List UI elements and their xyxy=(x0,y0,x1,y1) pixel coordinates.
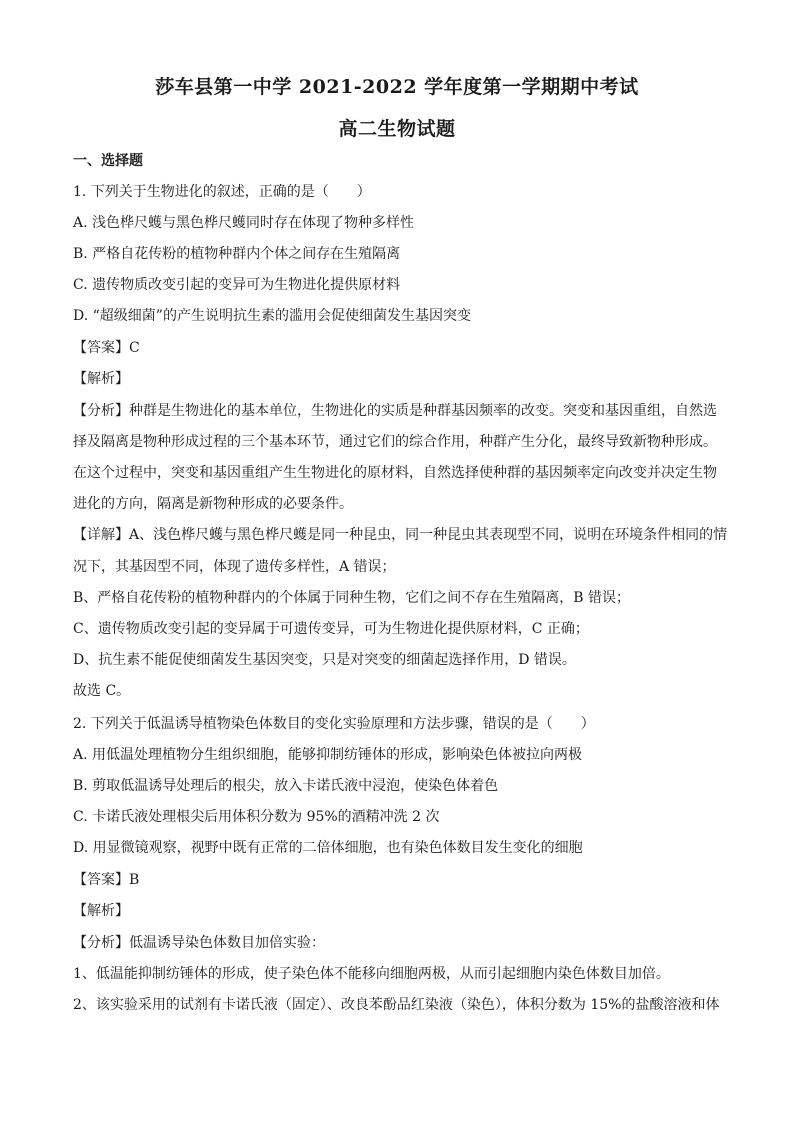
q2-analysis-line: 1、低温能抑制纺锤体的形成，使子染色体不能移向细胞两极，从而引起细胞内染色体数目加倍。 xyxy=(73,966,670,982)
q1-option-c: C. 遗传物质改变引起的变异可为生物进化提供原材料 xyxy=(73,277,401,293)
q2-option-d: D. 用显微镜观察，视野中既有正常的二倍体细胞，也有染色体数目发生变化的细胞 xyxy=(73,840,583,856)
q2-option-a: A. 用低温处理植物分生组织细胞，能够抑制纺锤体的形成，影响染色体被拉向两极 xyxy=(73,747,583,763)
q1-option-b: B. 严格自花传粉的植物种群内个体之间存在生殖隔离 xyxy=(73,246,401,262)
q1-answer: 【答案】C xyxy=(73,340,140,356)
q2-analysis-line: 【分析】低温诱导染色体数目加倍实验： xyxy=(73,935,325,951)
q1-detail-line: C、遗传物质改变引起的变异属于可遗传变异，可为生物进化提供原材料，C 正确； xyxy=(73,621,589,637)
q1-detail-line: 【详解】A、浅色桦尺蠖与黑色桦尺蠖是同一种昆虫，同一种昆虫其表现型不同，说明在环境条件相同的情 xyxy=(73,527,728,543)
q1-fenxi-line: 在这个过程中，突变和基因重组产生生物进化的原材料，自然选择使种群的基因频率定向改变并决定生物 xyxy=(73,465,717,481)
q2-option-c: C. 卡诺氏液处理根尖后用体积分数为 95%的酒精冲洗 2 次 xyxy=(73,809,440,825)
q1-analysis-label: 【解析】 xyxy=(73,371,129,387)
q2-stem: 2. 下列关于低温诱导植物染色体数目的变化实验原理和方法步骤，错误的是（ ） xyxy=(73,716,595,732)
q2-option-b: B. 剪取低温诱导处理后的根尖，放入卡诺氏液中浸泡，使染色体着色 xyxy=(73,778,499,794)
q1-detail-line: 况下，其基因型不同，体现了遗传多样性，A 错误； xyxy=(73,559,396,575)
q1-option-d: D. “超级细菌”的产生说明抗生素的滥用会促使细菌发生基因突变 xyxy=(73,308,471,324)
q1-conclusion: 故选 C。 xyxy=(73,683,131,699)
q1-fenxi-line: 【分析】种群是生物进化的基本单位，生物进化的实质是种群基因频率的改变。突变和基因重组，自然选 xyxy=(73,403,717,419)
q1-option-a: A. 浅色桦尺蠖与黑色桦尺蠖同时存在体现了物种多样性 xyxy=(73,215,415,231)
q1-fenxi-line: 进化的方向，隔离是新物种形成的必要条件。 xyxy=(73,496,353,512)
q1-fenxi-line: 择及隔离是物种形成过程的三个基本环节，通过它们的综合作用，种群产生分化，最终导致新物种形成。 xyxy=(73,434,717,450)
exam-title: 莎车县第一中学 2021-2022 学年度第一学期期中考试 xyxy=(155,76,639,98)
q2-analysis-label: 【解析】 xyxy=(73,903,129,919)
section-heading: 一、选择题 xyxy=(73,153,143,169)
q2-analysis-line: 2、该实验采用的试剂有卡诺氏液（固定）、改良苯酚品红染液（染色），体积分数为 15%的盐酸溶液和体 xyxy=(73,997,720,1013)
q2-answer: 【答案】B xyxy=(73,872,140,888)
q1-stem: 1. 下列关于生物进化的叙述，正确的是（ ） xyxy=(73,184,371,200)
q1-detail-line: D、抗生素不能促使细菌发生基因突变，只是对突变的细菌起选择作用，D 错误。 xyxy=(73,652,576,668)
exam-subtitle: 高二生物试题 xyxy=(338,118,456,140)
q1-detail-line: B、严格自花传粉的植物种群内的个体属于同种生物，它们之间不存在生殖隔离，B 错误； xyxy=(73,590,631,606)
